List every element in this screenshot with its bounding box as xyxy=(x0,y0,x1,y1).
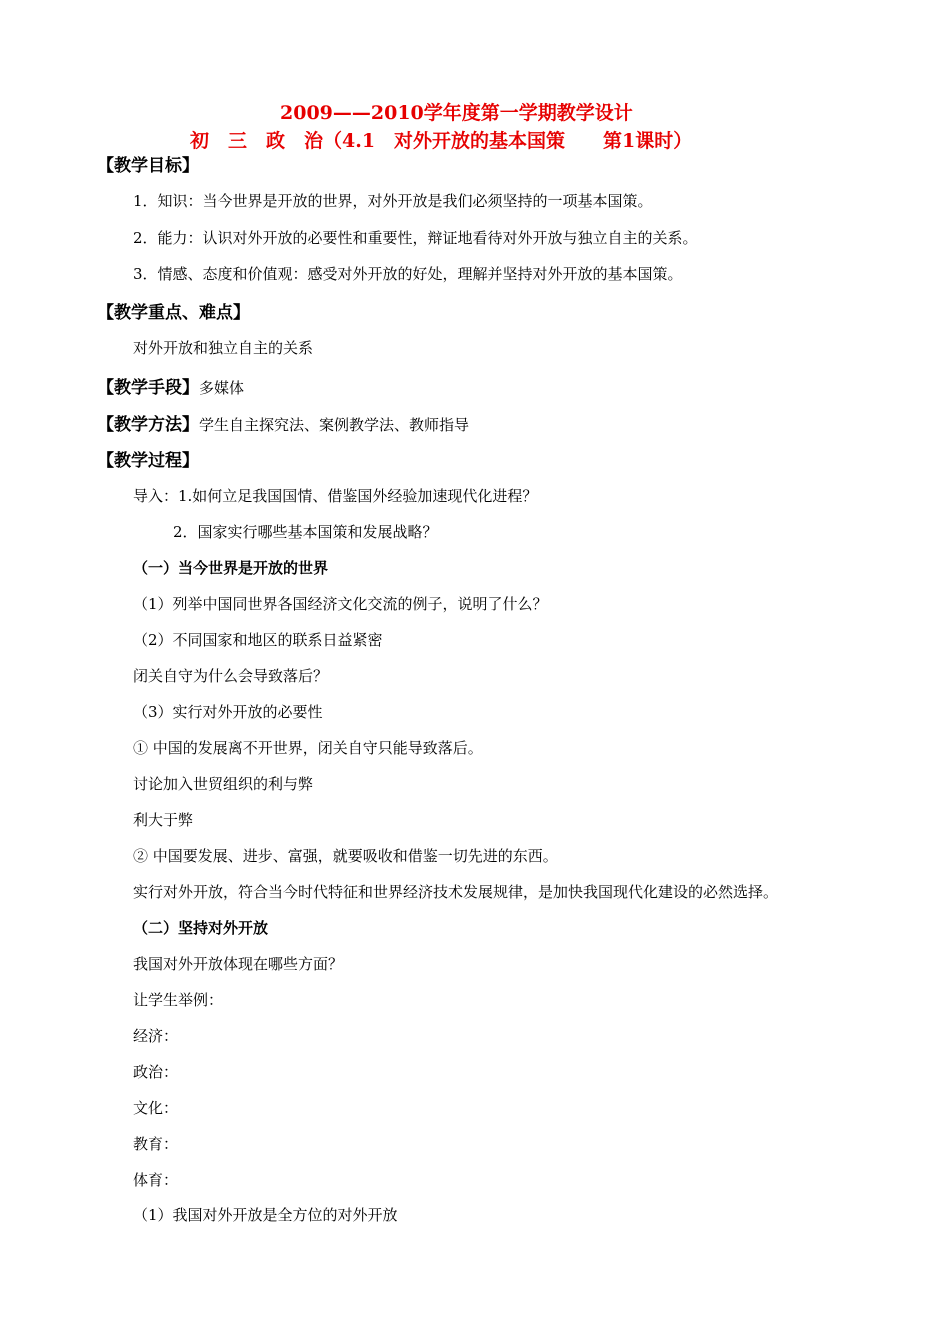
intro-line: 导入：1.如何立足我国国情、借鉴国外经验加速现代化进程？ xyxy=(133,487,538,505)
objectives-heading: 【教学目标】 xyxy=(97,156,199,176)
document-title-line2: 初 三 政 治（4.1 对外开放的基本国策 第1课时） xyxy=(190,130,693,152)
teaching-methods-text: 学生自主探究法、案例教学法、教师指导 xyxy=(199,416,470,434)
section-line: 政治： xyxy=(133,1063,179,1081)
teaching-methods-row xyxy=(97,410,469,435)
intro-line: 2．国家实行哪些基本国策和发展战略？ xyxy=(173,523,438,541)
key-points-text: 对外开放和独立自主的关系 xyxy=(133,339,314,357)
section-line: ② 中国要发展、进步、富强，就要吸收和借鉴一切先进的东西。 xyxy=(133,847,558,865)
section-line: 利大于弊 xyxy=(133,811,194,829)
section-line: （1）我国对外开放是全方位的对外开放 xyxy=(133,1206,398,1224)
section-line: （2）不同国家和地区的联系日益紧密 xyxy=(133,631,383,649)
key-points-heading: 【教学重点、难点】 xyxy=(97,303,250,323)
section-title: （二）坚持对外开放 xyxy=(133,919,269,937)
section-line: 经济： xyxy=(133,1027,179,1045)
teaching-means-row xyxy=(97,373,244,398)
teaching-methods-heading: 【教学方法】 xyxy=(97,415,199,435)
section-line: 文化： xyxy=(133,1099,179,1117)
section-line: 讨论加入世贸组织的利与弊 xyxy=(133,775,314,793)
teaching-means-heading: 【教学手段】 xyxy=(97,378,199,398)
section-line: 实行对外开放，符合当今时代特征和世界经济技术发展规律，是加快我国现代化建设的必然选择。 xyxy=(133,883,779,901)
section-line: （3）实行对外开放的必要性 xyxy=(133,703,323,721)
document-title-line1: 2009——2010学年度第一学期教学设计 xyxy=(280,102,633,124)
objective-item: 1．知识：当今世界是开放的世界，对外开放是我们必须坚持的一项基本国策。 xyxy=(133,192,653,210)
objective-item: 3．情感、态度和价值观：感受对外开放的好处，理解并坚持对外开放的基本国策。 xyxy=(133,265,683,283)
section-line: （1）列举中国同世界各国经济文化交流的例子，说明了什么？ xyxy=(133,595,548,613)
teaching-means-text: 多媒体 xyxy=(199,379,245,397)
section-title: （一）当今世界是开放的世界 xyxy=(133,559,329,577)
section-line: 我国对外开放体现在哪些方面？ xyxy=(133,955,344,973)
section-line: 教育： xyxy=(133,1135,179,1153)
objective-item: 2．能力：认识对外开放的必要性和重要性，辩证地看待对外开放与独立自主的关系。 xyxy=(133,229,698,247)
section-line: 闭关自守为什么会导致落后？ xyxy=(133,667,329,685)
section-line: 体育： xyxy=(133,1171,179,1189)
process-heading: 【教学过程】 xyxy=(97,451,199,471)
section-line: ① 中国的发展离不开世界，闭关自守只能导致落后。 xyxy=(133,739,483,757)
section-line: 让学生举例： xyxy=(133,991,224,1009)
